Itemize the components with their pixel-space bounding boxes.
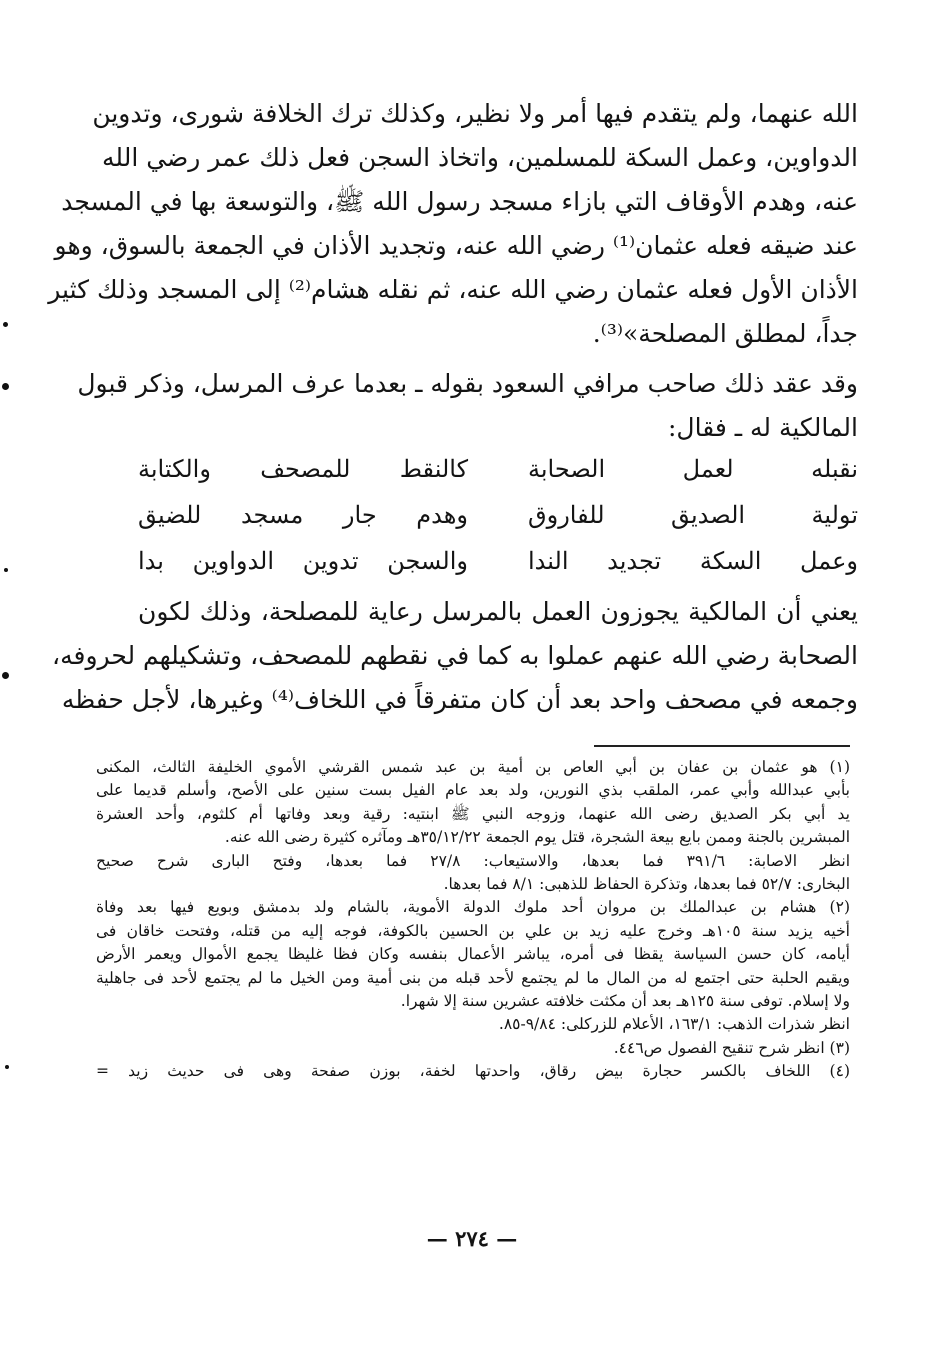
paragraph-3-line-3: وجمعه في مصحف واحد بعد أن كان متفرقاً في اللخاف⁽⁴⁾ وغيرها، لأجل حفظه xyxy=(61,685,858,714)
footnote-line: (٣) انظر شرح تنقيح الفصول ص٤٤٦. xyxy=(613,1038,850,1057)
scan-speck xyxy=(4,568,8,572)
verse-second-hemistich: والسجن تدوين الدواوين بدا xyxy=(138,547,468,575)
scan-speck xyxy=(5,1065,9,1069)
footnote-line: ولا إسلام. توفى سنة ١٢٥هـ بعد أن مكثت خلافته عشرين سنة إلا شهرا. xyxy=(400,991,850,1010)
paragraph-2-line-1: وقد عقد ذلك صاحب مرافي السعود بقوله ـ بعدما عرف المرسل، وذكر قبول xyxy=(77,369,858,398)
scan-speck xyxy=(3,322,8,327)
paragraph-1-line-3: عنه، وهدم الأوقاف التي بازاء مسجد رسول الله ﷺ، والتوسعة بها في المسجد xyxy=(61,187,858,216)
verse-first-hemistich: تولية الصديق للفاروق xyxy=(528,501,858,529)
footnote-line: انظر الاصابة: ٣٩١/٦ فما بعدها، والاستيعاب: ٢٧/٨ فما بعدها، وفتح البارى شرح صحيح xyxy=(96,851,850,870)
verse-row xyxy=(138,492,858,538)
scan-speck xyxy=(2,672,9,679)
paragraph-1-line-5: الأذان الأول فعله عثمان رضي الله عنه، ثم نقله هشام⁽²⁾ إلى المسجد وذلك كثير xyxy=(48,275,858,304)
scan-speck xyxy=(2,383,9,390)
verse-row xyxy=(138,538,858,584)
footnote-separator xyxy=(594,745,850,747)
footnote-line: يد أبي بكر الصديق رضى الله عنهما، وزوجه النبي ﷺ ابنتيه: رقية وبعد وفاتها أم كلثوم، وأحد العشرة xyxy=(96,804,850,823)
footnote-line: أخيه يزيد سنة ١٠٥هـ وخرج عليه زيد بن علي بن الحسين بالكوفة، فوجه إليه من قتله، وفتحت خاقان فى xyxy=(96,921,850,940)
poem-verses xyxy=(138,446,858,584)
footnote-line: انظر شذرات الذهب: ١٦٣/١، الأعلام للزركلى: ٩/٨٤-٨٥. xyxy=(498,1015,850,1034)
footnote-line: المبشرين بالجنة وممن بايع بيعة الشجرة، قتل يوم الجمعة ٣٥/١٢/٢٢هـ ومآثره كثيرة رضى الله عنه. xyxy=(224,828,850,847)
main-text-block xyxy=(48,92,858,450)
footnote-line: (١) هو عثمان بن عفان بن أبي العاص بن أمية بن عبد شمس القرشي الأموي الخليفة الثالث، المكنى xyxy=(96,758,850,776)
paragraph-3-line-1: يعني أن المالكية يجوزون العمل بالمرسل رعاية للمصلحة، وذلك لكون xyxy=(138,597,858,626)
main-text-block-2 xyxy=(52,590,858,722)
verse-first-hemistich: وعمل السكة تجديد الندا xyxy=(528,547,858,575)
footnote-line: (٤) اللخاف بالكسر حجارة بيض رقاق، واحدتها لخفة، بوزن صفحة وهى فى حديث زيد = xyxy=(96,1062,850,1081)
paragraph-3-line-2: الصحابة رضي الله عنهم عملوا به كما في نقطهم للمصحف، وتشكيلهم لحروفه، xyxy=(52,641,858,670)
page-number: — ٢٧٤ — xyxy=(426,1226,518,1251)
verse-row xyxy=(138,446,858,492)
footnote-line: البخارى: ٥٢/٧ فما بعدها، وتذكرة الحفاظ للذهبى: ٨/١ فما بعدها. xyxy=(443,874,850,893)
verse-first-hemistich: نقبله لعمل الصحابة xyxy=(528,455,858,483)
paragraph-1-line-1: الله عنهما، ولم يتقدم فيها أمر ولا نظير، وكذلك ترك الخلافة شورى، وتدوين xyxy=(92,99,858,128)
verse-second-hemistich: وهدم جار مسجد للضيق xyxy=(138,501,468,529)
paragraph-1-line-4: عند ضيقه فعله عثمان⁽¹⁾ رضي الله عنه، وتجديد الأذان في الجمعة بالسوق، وهو xyxy=(54,231,858,260)
footnote-line: بأبي عبدالله وأبي عمر، الملقب بذي النورين، ولد بعد عام الفيل بست سنين على الأصح، وأسلم قديما على xyxy=(96,781,850,800)
paragraph-1-line-6: جداً، لمطلق المصلحة»⁽³⁾. xyxy=(592,319,858,348)
paragraph-2-line-2: المالكية له ـ فقال: xyxy=(668,413,858,442)
verse-second-hemistich: كالنقط للمصحف والكتابة xyxy=(138,455,468,483)
footnote-line: أيامه، كان حسن السياسة يقظا فى أمره، يباشر الأعمال بنفسه وكان فظا غليظا يجمع الأموال ويعمر الأرض xyxy=(96,945,850,964)
footnotes-block xyxy=(96,756,850,1083)
footnote-line: ويقيم الحلبة حتى اجتمع له من المال ما لم يجتمع لأحد قبله من بنى أمية ومن الخيل ما لم يجتمع لأحد فى جاهلية xyxy=(96,968,850,987)
paragraph-1-line-2: الدواوين، وعمل السكة للمسلمين، واتخاذ السجن فعل ذلك عمر رضي الله xyxy=(102,143,858,172)
footnote-line: (٢) هشام بن عبدالملك بن مروان أحد ملوك الدولة الأموية، بالشام ولد بدمشق وبويع فيها بعد وفاة xyxy=(96,898,850,917)
